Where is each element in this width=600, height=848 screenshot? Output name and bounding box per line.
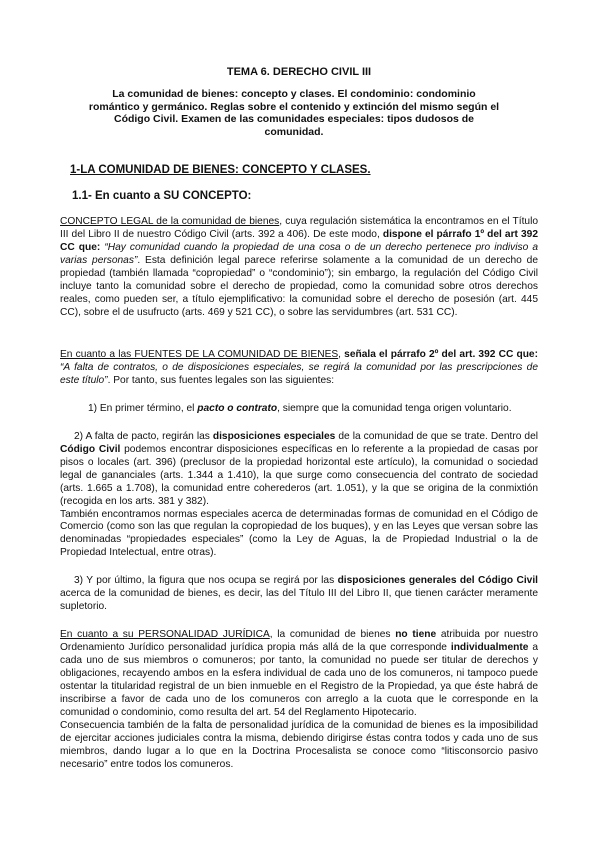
p6-text-1: , la comunidad de bienes	[269, 629, 396, 641]
p3-text-2: , siempre que la comunidad tenga origen voluntario.	[277, 402, 512, 414]
p3-text-1: 1) En primer término, el	[88, 402, 198, 414]
p6-text-3: a cada uno de sus miembros o comuneros; por tanto, la comunidad no puede ser titular de derechos y obligaciones, recayendo ambos en la esfera individual de cada uno de los comuneros, ni tampoco puede ostentar la titularidad registral de un bien inmueble en el Registro de la Propiedad, ya que éste habrá de inscribirse a favor de cada uno de los comuneros con arreglo a la cuota que le corresponde en la comunidad o condominio, como resulta del art. 54 del Reglamento Hipotecario.	[60, 642, 539, 718]
paragraph-personalidad	[60, 629, 538, 720]
section-heading: 1-LA COMUNIDAD DE BIENES: CONCEPTO Y CLASES.	[70, 164, 371, 177]
p1-quote: “Hay comunidad cuando la propiedad de una cosa o de un derecho pertenece pro indiviso a varias personas”	[60, 242, 538, 267]
p4-text-2: de la comunidad de que se trate. Dentro del	[335, 430, 538, 442]
p4-text-3: podemos encontrar disposiciones específicas en lo referente a la propiedad de casas por pisos o locales (art. 396) (preclusor de la propiedad horizontal este artículo), la comunidad o sociedad legal de gananciales (arts. 1.344 a 1.410), la que surge como consecuencia del contrato de sociedad (arts. 1.665 a 1.708), la comunidad entre coherederos (art. 1.051), y la que se origina de la conmixtión (recogida en los arts. 381 y 382).	[60, 443, 538, 507]
paragraph-fuente-1	[60, 403, 538, 416]
paragraph-consecuencia: Consecuencia también de la falta de personalidad jurídica de la comunidad de bienes es la imposibilidad de ejercitar acciones judiciales contra la misma, debiendo dirigirse éstas contra todos y cada uno de sus miembros, dando lugar a lo que en la Doctrina Procesalista se conoce como “litisconsorcio pasivo necesario” entre todos los comuneros.	[60, 719, 538, 770]
p2-text-1: ,	[338, 349, 345, 360]
paragraph-fuentes	[60, 349, 538, 388]
p5-text-1: 3) Y por último, la figura que nos ocupa se regirá por las	[74, 575, 338, 587]
p4-bold-2: Código Civil	[60, 443, 121, 455]
p3-bold-italic: pacto o contrato	[197, 402, 278, 414]
fuentes-lead: En cuanto a las FUENTES DE LA COMUNIDAD DE BIENES	[60, 349, 339, 360]
p1-bold: dispone el párrafo 1º del art 392 CC que:	[60, 229, 539, 254]
p6-bold-1: no tiene	[395, 629, 437, 641]
p1-text-2: . Esta definición legal parece referirse solamente a la comunidad de un derecho de propiedad (también llamada “copropiedad” o “condominio”); sin embargo, la regulación del Código Civil incluye tanto la comunidad sobre el derecho de propiedad, como la comunidad sobre otros derechos reales, como pueden ser, a título ejemplificativo: la comunidad sobre el derecho de posesión (art. 445 CC), sobre el de usufructo (arts. 469 y 521 CC), o sobre las servidumbres (art. 531 CC).	[60, 255, 538, 319]
personalidad-lead: En cuanto a su PERSONALIDAD JURÍDICA	[60, 629, 270, 641]
paragraph-concepto-legal	[60, 216, 538, 320]
p5-bold: disposiciones generales del Código Civil	[337, 575, 539, 587]
p6-text-2: atribuida por nuestro Ordenamiento Jurídico personalidad jurídica propia más allá de la que corresponde	[60, 629, 538, 654]
p2-text-2: . Por tanto, sus fuentes legales son las siguientes:	[107, 374, 335, 386]
p4-text-1: 2) A falta de pacto, regirán las	[74, 430, 213, 442]
p4-bold-1: disposiciones especiales	[212, 430, 336, 442]
p2-quote: “A falta de contratos, o de disposiciones especiales, se regirá la comunidad por las prescripciones de este título”	[60, 361, 538, 386]
subsection-heading: 1.1- En cuanto a SU CONCEPTO:	[72, 190, 252, 203]
p2-bold: señala el párrafo 2º del art. 392 CC que:	[344, 349, 538, 360]
document-subtitle: La comunidad de bienes: concepto y clases. El condominio: condominio romántico y germánico. Reglas sobre el contenido y extinción del mismo según el Código Civil. Examen de las comunidades especiales: tipos dudosos de comunidad.	[88, 88, 500, 138]
paragraph-normas-especiales: También encontramos normas especiales acerca de determinadas formas de comunidad en el Código de Comercio (como son las que regulan la copropiedad de los buques), y en las Leyes que versan sobre las denominadas “propiedades especiales” (como la Ley de Aguas, la de Propiedad Industrial o la de Propiedad Intelectual, entre otras).	[60, 508, 538, 559]
concepto-legal-lead: CONCEPTO LEGAL de la comunidad de bienes	[60, 216, 280, 228]
p5-text-2: acerca de la comunidad de bienes, es decir, las del Título III del Libro II, que tienen carácter meramente supletorio.	[60, 588, 538, 613]
paragraph-fuente-2	[60, 431, 538, 509]
p1-text-1: , cuya regulación sistemática la encontramos en el Título III del Libro II de nuestro Código Civil (arts. 392 a 406). De este modo,	[60, 216, 538, 241]
paragraph-fuente-3	[60, 575, 538, 614]
p6-bold-2: individualmente	[450, 642, 529, 654]
document-title: TEMA 6. DERECHO CIVIL III	[226, 66, 372, 78]
